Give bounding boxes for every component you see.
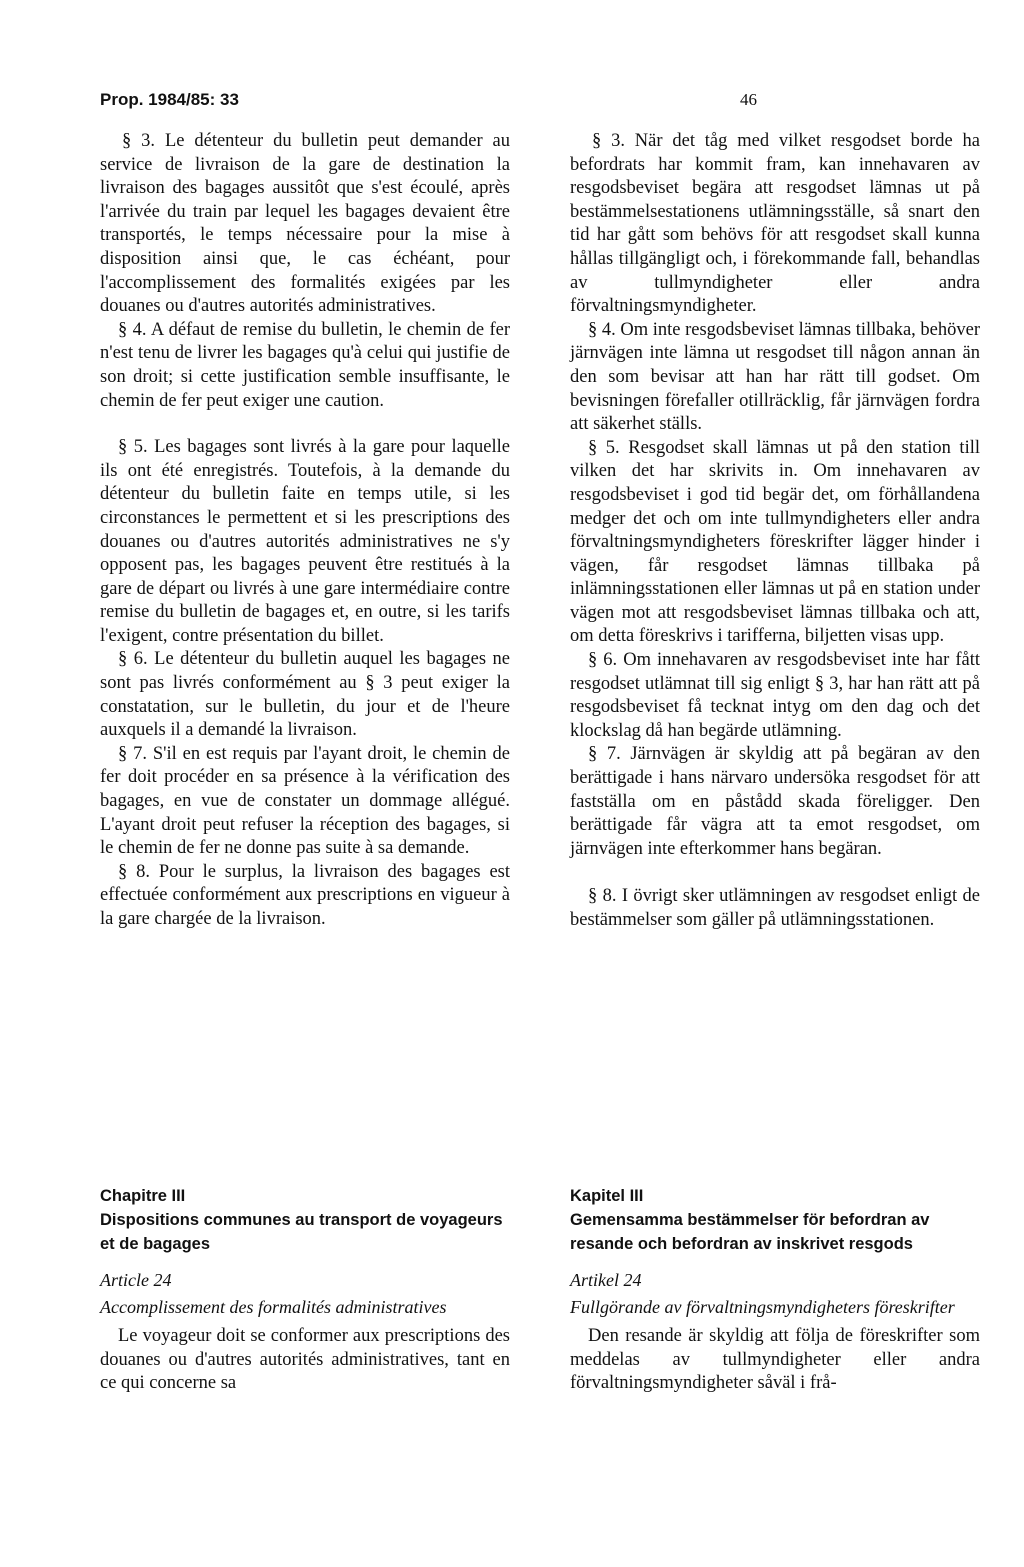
fr-chapter-title: Dispositions communes au transport de voyageurs et de bagages <box>100 1211 503 1253</box>
fr-chapter-section <box>100 1184 510 1396</box>
running-header: Prop. 1984/85: 33 <box>100 90 239 109</box>
fr-chapter-label: Chapitre III <box>100 1187 186 1205</box>
fr-article-label: Article 24 <box>100 1270 172 1290</box>
sv-paragraph-5: § 5. Resgodset skall lämnas ut på den station till vilken det har skrivits in. Om innehavaren av resgodsbeviset i god tid begär det, om förhållandena medger det och om inte tullmyndigheters eller andra förvaltningsmyndigheters föreskrifter lägger hinder i vägen, får resgodset lämnas tillbaka på inlämningsstationen eller lämnas ut på en station under vägen mot att resgodsbeviset lämnas tillbaka och att, om detta föreskrivs i tarifferna, biljetten visas upp. <box>570 437 980 647</box>
sv-article-text: Den resande är skyldig att följa de föreskrifter som meddelas av tullmyndigheter eller andra förvaltningsmyndigheter såväl i frå- <box>570 1326 980 1394</box>
fr-paragraph-5: § 5. Les bagages sont livrés à la gare pour laquelle ils ont été enregistrés. Toutefois, à la demande du détenteur du bulletin faite en temps utile, si les circonstances le permettent et si les prescriptions des douanes ou d'autres autorités administratives ne s'y opposent pas, les bagages peuvent être restitués à la gare de départ ou livrés à une gare intermédiaire contre remise du bulletin de bagages et, en outre, si les tarifs l'exigent, contre présentation du billet. <box>100 437 510 646</box>
fr-paragraph-6: § 6. Le détenteur du bulletin auquel les bagages ne sont pas livrés conformément au § 3 peut exiger la constatation, sur le bulletin, du jour et de l'heure auxquels il a demandé la livraison. <box>100 649 510 741</box>
sv-paragraph-7: § 7. Järnvägen är skyldig att på begäran av den berättigade i hans närvaro undersöka resgodset för att fastställa om en påstådd skada föreligger. Den berättigade får vägra att ta emot resgodset, om järnvägen inte efterkommer hans begäran. <box>570 744 980 859</box>
fr-article-text: Le voyageur doit se conformer aux prescriptions des douanes ou d'autres autorités administratives, tant en ce qui concerne sa <box>100 1326 510 1394</box>
fr-paragraph-7: § 7. S'il en est requis par l'ayant droit, le chemin de fer doit procéder en sa présence à la vérification des bagages, en vue de constater un dommage allégué. L'ayant droit peut refuser la réception des bagages, si le chemin de fer ne donne pas suite à sa demande. <box>100 743 510 859</box>
swedish-column <box>570 130 980 933</box>
fr-paragraph-4: § 4. A défaut de remise du bulletin, le chemin de fer n'est tenu de livrer les bagages qu'à celui qui justifie de son droit; si cette justification semble insuffisante, le chemin de fer peut exiger une caution. <box>100 319 510 411</box>
sv-chapter-label: Kapitel III <box>570 1187 644 1205</box>
sv-paragraph-8: § 8. I övrigt sker utlämningen av resgodset enligt de bestämmelser som gäller på utlämningsstationen. <box>570 886 980 930</box>
sv-chapter-section <box>570 1184 980 1396</box>
fr-paragraph-8: § 8. Pour le surplus, la livraison des bagages est effectuée conformément aux prescriptions en vigueur à la gare chargée de la livraison. <box>100 861 510 929</box>
fr-paragraph-3: § 3. Le détenteur du bulletin peut demander au service de livraison de la gare de destination la livraison des bagages aussitôt que s'est écoulé, après l'arrivée du train par lequel les bagages devaient être transportés, le temps nécessaire pour la mise à disposition ainsi que, le cas échéant, pour l'accomplissement des formalités exigées par les douanes ou d'autres autorités administratives. <box>100 131 510 317</box>
page-number: 46 <box>740 90 757 109</box>
sv-paragraph-6: § 6. Om innehavaren av resgodsbeviset inte har fått resgodset utlämnat till sig enligt § 3, har han rätt att på resgodsbeviset få tecknat intyg om den dag och det klockslag då han begärde utlämning. <box>570 650 980 741</box>
sv-article-heading: Fullgörande av förvaltningsmyndigheters föreskrifter <box>570 1297 955 1317</box>
french-column <box>100 130 510 932</box>
sv-paragraph-4: § 4. Om inte resgodsbeviset lämnas tillbaka, behöver järnvägen inte lämna ut resgodset till någon annan än den som bevisar att han har rätt till godset. Om bevisningen förefaller otillräcklig, får järnvägen fordra att säkerhet ställs. <box>570 319 981 435</box>
sv-paragraph-3: § 3. När det tåg med vilket resgodset borde ha befordrats har kommit fram, kan innehavaren av resgodsbeviset begära att resgodset lämnas ut på bestämmelsestationens utlämningsställe, så snart den tid har gått som behövs för att resgodset skall kunna hållas tillgängligt och, i förekommande fall, behandlas av tullmyndigheter eller andra förvaltningsmyndigheter. <box>570 131 980 317</box>
sv-chapter-title: Gemensamma bestämmelser för befordran av resande och befordran av inskrivet resgods <box>570 1211 930 1253</box>
sv-article-label: Artikel 24 <box>570 1270 642 1290</box>
fr-article-heading: Accomplissement des formalités administratives <box>100 1297 447 1317</box>
